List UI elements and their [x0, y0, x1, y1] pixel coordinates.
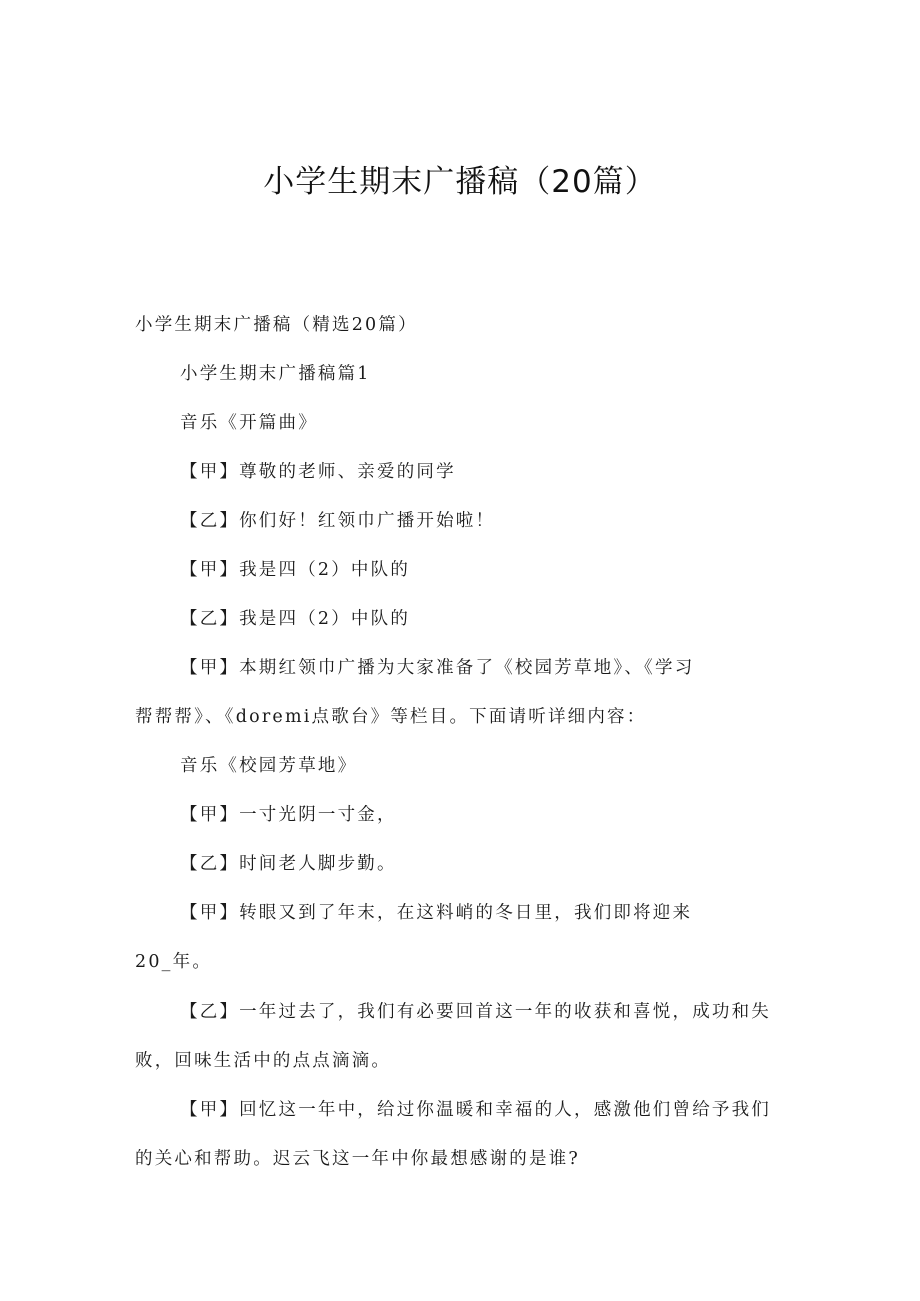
subtitle-line: 小学生期末广播稿（精选20篇） [135, 315, 418, 335]
paragraph-line: 音乐《开篇曲》 [180, 413, 318, 433]
paragraph-line: 【乙】我是四（2）中队的 [180, 609, 411, 629]
paragraph-line: 【甲】一寸光阴一寸金， [180, 805, 397, 825]
paragraph-line: 【甲】回忆这一年中，给过你温暖和幸福的人，感激他们曾给予我们 [180, 1100, 771, 1120]
paragraph-line: 【乙】时间老人脚步勤。 [180, 854, 397, 874]
paragraph-line: 【乙】一年过去了，我们有必要回首这一年的收获和喜悦，成功和失 [180, 1002, 771, 1022]
paragraph-line: 【甲】转眼又到了年末，在这料峭的冬日里，我们即将迎来 [180, 903, 693, 923]
paragraph-line: 【甲】尊敬的老师、亲爱的同学 [180, 462, 456, 482]
paragraph-line: 【甲】我是四（2）中队的 [180, 560, 411, 580]
paragraph-line: 【乙】你们好！红领巾广播开始啦！ [180, 511, 496, 531]
paragraph-continuation: 败，回味生活中的点点滴滴。 [135, 1051, 392, 1071]
paragraph-line: 音乐《校园芳草地》 [180, 756, 358, 776]
paragraph-line: 【甲】本期红领巾广播为大家准备了《校园芳草地》、《学习 [180, 658, 695, 678]
section-heading: 小学生期末广播稿篇1 [180, 364, 371, 384]
paragraph-continuation: 帮帮帮》、《doremi点歌台》等栏目。下面请听详细内容： [135, 707, 647, 727]
document-title: 小学生期末广播稿（20篇） [263, 164, 657, 200]
paragraph-continuation: 的关心和帮助。迟云飞这一年中你最想感谢的是谁? [135, 1149, 580, 1169]
paragraph-continuation: 20_年。 [135, 952, 213, 972]
